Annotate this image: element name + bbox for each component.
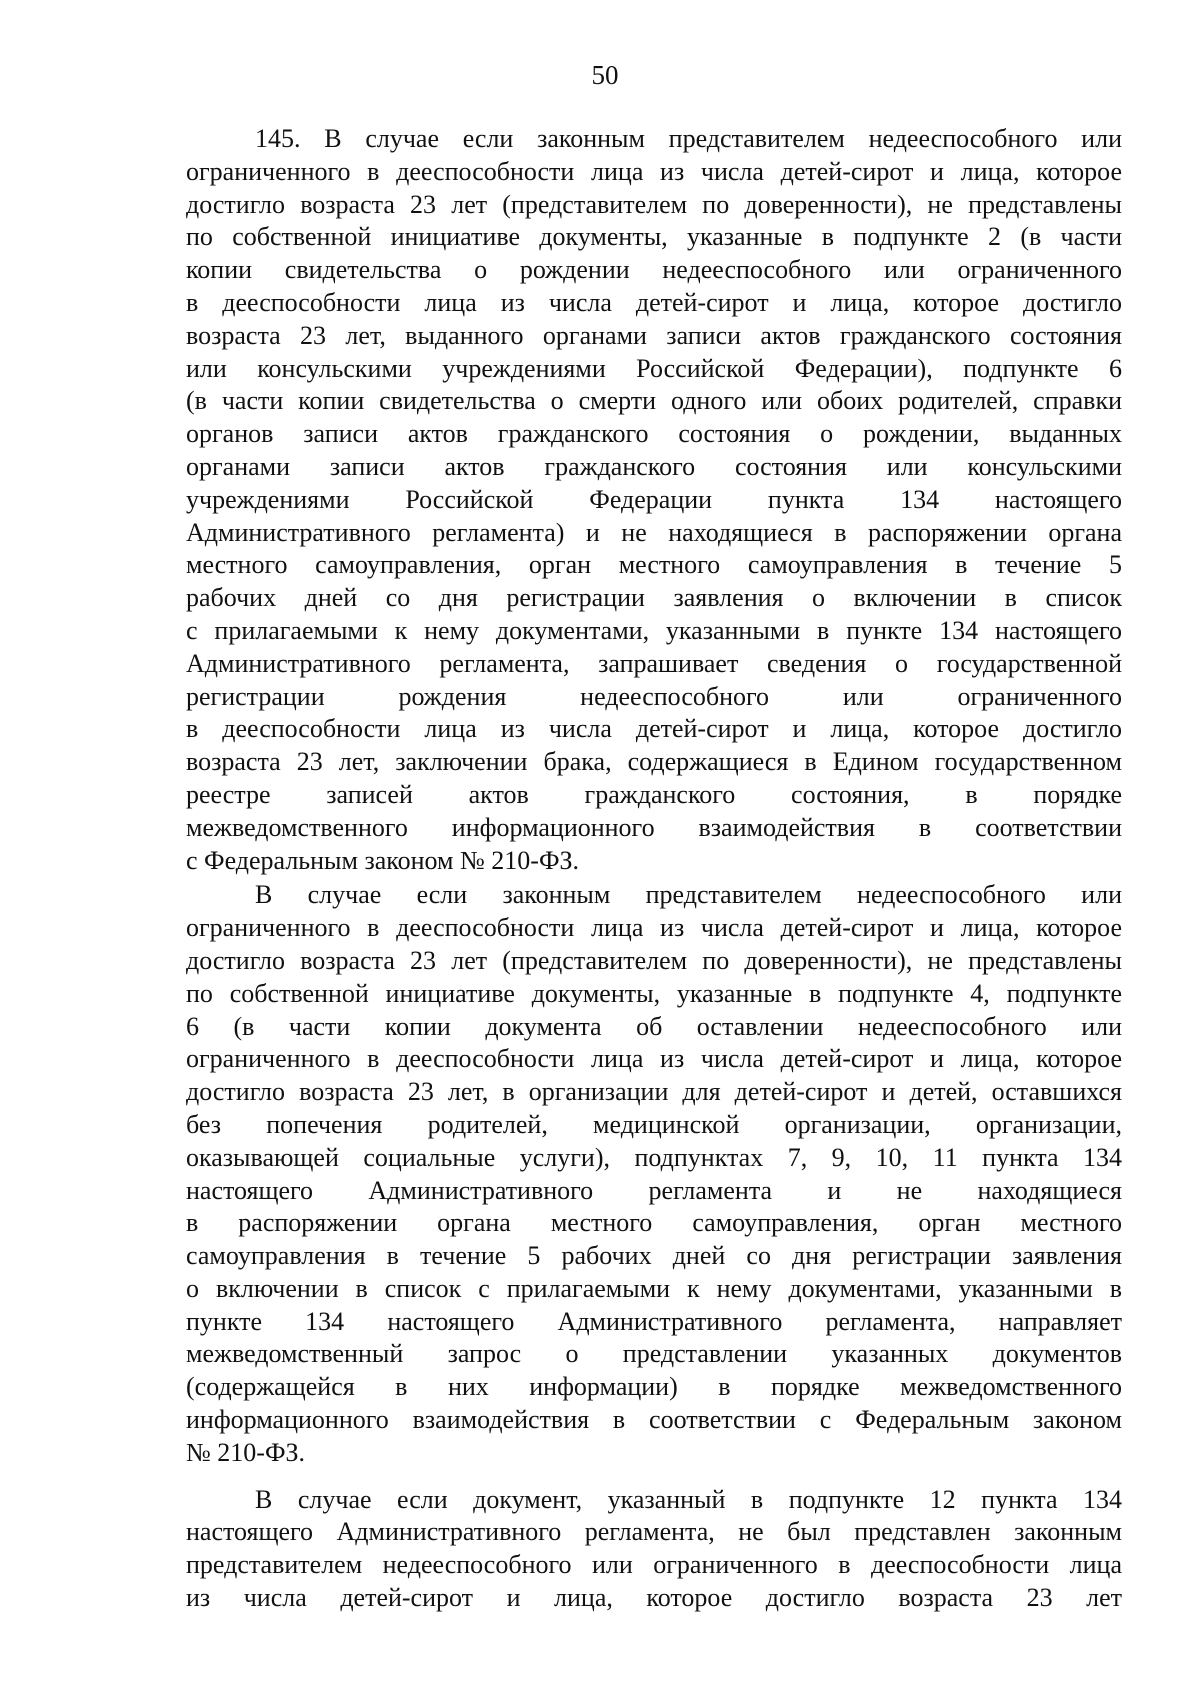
text-line: в дееспособности лица из числа детей-сирот и лица, которое достигло [186,714,1122,744]
text-line: В случае если документ, указанный в подпункте 12 пункта 134 [255,1484,1122,1514]
text-line: достигло возраста 23 лет, в организации для детей-сирот и детей, оставшихся [186,1077,1122,1107]
text-line: копии свидетельства о рождении недееспособного или ограниченного [186,255,1122,285]
text-line: возраста 23 лет, заключении брака, содержащиеся в Едином государственном [186,747,1122,777]
text-line: реестре записей актов гражданского состояния, в порядке [186,779,1122,809]
text-line: пункте 134 настоящего Административного регламента, направляет [186,1306,1122,1336]
document-body [186,123,1122,1615]
text-line: местного самоуправления, орган местного самоуправления в течение 5 [186,550,1122,580]
text-line: Административного регламента, запрашивает сведения о государственной [186,648,1122,678]
paragraph [186,123,1122,877]
text-line: информационного взаимодействия в соответствии с Федеральным законом [186,1405,1122,1435]
text-line: или консульскими учреждениями Российской Федерации), подпункте 6 [186,353,1122,383]
text-line: № 210-ФЗ. [186,1437,306,1467]
text-line: ограниченного в дееспособности лица из числа детей-сирот и лица, которое [186,1044,1122,1074]
paragraph [186,1484,1122,1615]
text-line: по собственной инициативе документы, указанные в подпункте 4, подпункте [186,978,1122,1008]
text-line: ограниченного в дееспособности лица из числа детей-сирот и лица, которое [186,913,1122,943]
text-line: 145. В случае если законным представителем недееспособного или [255,124,1122,153]
text-line: межведомственный запрос о представлении указанных документов [186,1339,1122,1369]
text-line: органов записи актов гражданского состояния о рождении, выданных [186,419,1122,449]
text-line: настоящего Административного регламента, не был представлен законным [186,1517,1122,1547]
text-line: учреждениями Российской Федерации пункта 134 настоящего [186,484,1122,514]
text-line: межведомственного информационного взаимодействия в соответствии [186,812,1122,842]
text-line: о включении в список с прилагаемыми к нему документами, указанными в [186,1273,1122,1303]
text-line: с Федеральным законом № 210-ФЗ. [186,845,580,875]
paragraph-gap [186,1470,1122,1484]
paragraph [186,879,1122,1469]
text-line: (в части копии свидетельства о смерти одного или обоих родителей, справки [186,386,1122,416]
text-line: без попечения родителей, медицинской организации, организации, [186,1109,1122,1139]
text-line: Административного регламента) и не находящиеся в распоряжении органа [186,517,1122,547]
text-line: ограниченного в дееспособности лица из числа детей-сирот и лица, которое [186,156,1122,186]
text-line: (содержащейся в них информации) в порядке межведомственного [186,1372,1122,1402]
text-line: возраста 23 лет, выданного органами записи актов гражданского состояния [186,320,1122,350]
page-number: 50 [591,60,619,90]
text-line: с прилагаемыми к нему документами, указанными в пункте 134 настоящего [186,615,1122,645]
text-line: представителем недееспособного или ограниченного в дееспособности лица [186,1550,1122,1580]
text-line: настоящего Административного регламента и не находящиеся [186,1175,1122,1205]
text-line: достигло возраста 23 лет (представителем по доверенности), не представлены [186,189,1122,219]
text-line: органами записи актов гражданского состояния или консульскими [186,451,1122,481]
text-line: оказывающей социальные услуги), подпунктах 7, 9, 10, 11 пункта 134 [186,1142,1122,1172]
text-line: достигло возраста 23 лет (представителем по доверенности), не представлены [186,945,1122,975]
text-line: в распоряжении органа местного самоуправления, орган местного [186,1208,1122,1238]
text-line: в дееспособности лица из числа детей-сирот и лица, которое достигло [186,287,1122,317]
text-line: рабочих дней со дня регистрации заявления о включении в список [186,583,1122,613]
text-line: из числа детей-сирот и лица, которое достигло возраста 23 лет [186,1583,1122,1613]
text-line: по собственной инициативе документы, указанные в подпункте 2 (в части [186,222,1122,252]
text-line: 6 (в части копии документа об оставлении недееспособного или [186,1011,1122,1041]
text-line: В случае если законным представителем недееспособного или [255,880,1122,910]
text-line: самоуправления в течение 5 рабочих дней со дня регистрации заявления [186,1241,1122,1271]
text-line: регистрации рождения недееспособного или ограниченного [186,681,1122,711]
